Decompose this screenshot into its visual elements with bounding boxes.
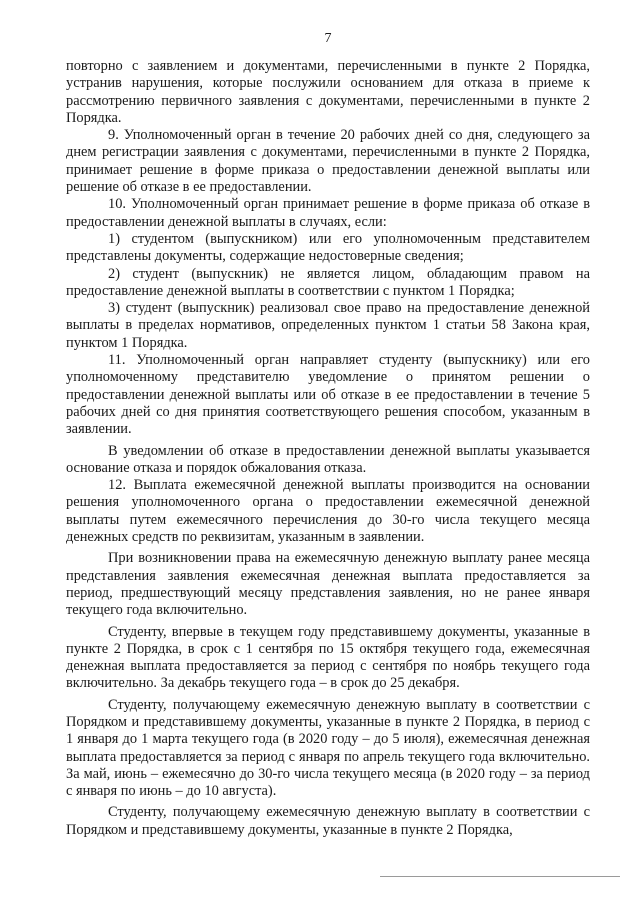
- paragraph-item-12: 12. Выплата ежемесячной денежной выплаты производится на основании решения уполномоченного органа о предоставлении ежемесячной денежной выплаты путем ежемесячного перечисления до 30-го числа текущего месяца денежных средств по реквизитам, указанным в заявлении.: [66, 477, 590, 546]
- paragraph-subitem-1: 1) студентом (выпускником) или его уполномоченным представителем представлены документы, содержащие недостоверные сведения;: [66, 230, 590, 265]
- paragraph-subitem-2: 2) студент (выпускник) не является лицом, обладающим правом на предоставление денежной выплаты в соответствии с пунктом 1 Порядка;: [66, 265, 590, 299]
- paragraph-continuing-student-2: Студенту, получающему ежемесячную денежную выплату в соответствии с Порядком и представившему документы, указанные в пункте 2 Порядка,: [66, 804, 590, 838]
- paragraph-early-right: При возникновении права на ежемесячную денежную выплату ранее месяца представления заявления ежемесячная денежная выплата предоставляется за период, предшествующий месяцу представления заявления, но не ранее января текущего года включительно.: [66, 550, 590, 619]
- paragraph-item-11: 11. Уполномоченный орган направляет студенту (выпускнику) или его уполномоченному представителю уведомление о принятом решении о предоставлении денежной выплаты или об отказе в ее предоставлении в течение 5 рабочих дней со дня принятия соответствующего решения способом, указанным в заявлении.: [66, 352, 590, 438]
- paragraph-item-9: 9. Уполномоченный орган в течение 20 рабочих дней со дня, следующего за днем регистрации заявления с документами, перечисленными в пункте 2 Порядка, принимает решение в форме приказа о предоставлении денежной выплаты или решение об отказе в ее предоставлении.: [66, 127, 590, 196]
- paragraph-continuing-student: Студенту, получающему ежемесячную денежную выплату в соответствии с Порядком и представившему документы, указанные в пункте 2 Порядка, в период с 1 января до 1 марта текущего года (в 2020 году – до 5 июля), ежемесячная денежная выплата предоставляется за период с января по апрель текущего года включительно. За май, июнь – ежемесячно до 30-го числа текущего месяца (в 2020 году – за период с января по июнь – до 10 августа).: [66, 696, 590, 800]
- paragraph-subitem-3: 3) студент (выпускник) реализовал свое право на предоставление денежной выплаты в пределах нормативов, определенных пунктом 1 статьи 58 Закона края, пунктом 1 Порядка.: [66, 300, 590, 351]
- paragraph-continuation: повторно с заявлением и документами, перечисленными в пункте 2 Порядка, устранив нарушения, которые послужили основанием для отказа в приеме к рассмотрению первичного заявления с документами, перечисленными в пункте 2 Порядка.: [66, 58, 590, 126]
- document-body: [66, 58, 590, 839]
- page-number: 7: [324, 31, 332, 46]
- scan-edge-line: [380, 876, 620, 877]
- paragraph-first-time-student: Студенту, впервые в текущем году представившему документы, указанные в пункте 2 Порядка, в срок с 1 сентября по 15 октября текущего года, ежемесячная денежная выплата предоставляется за период с сентября по ноябрь текущего года включительно. За декабрь текущего года – в срок до 25 декабря.: [66, 623, 590, 692]
- paragraph-item-10: 10. Уполномоченный орган принимает решение в форме приказа об отказе в предоставлении денежной выплаты в случаях, если:: [66, 196, 590, 230]
- paragraph-refusal-notice: В уведомлении об отказе в предоставлении денежной выплаты указывается основание отказа и порядок обжалования отказа.: [66, 442, 590, 476]
